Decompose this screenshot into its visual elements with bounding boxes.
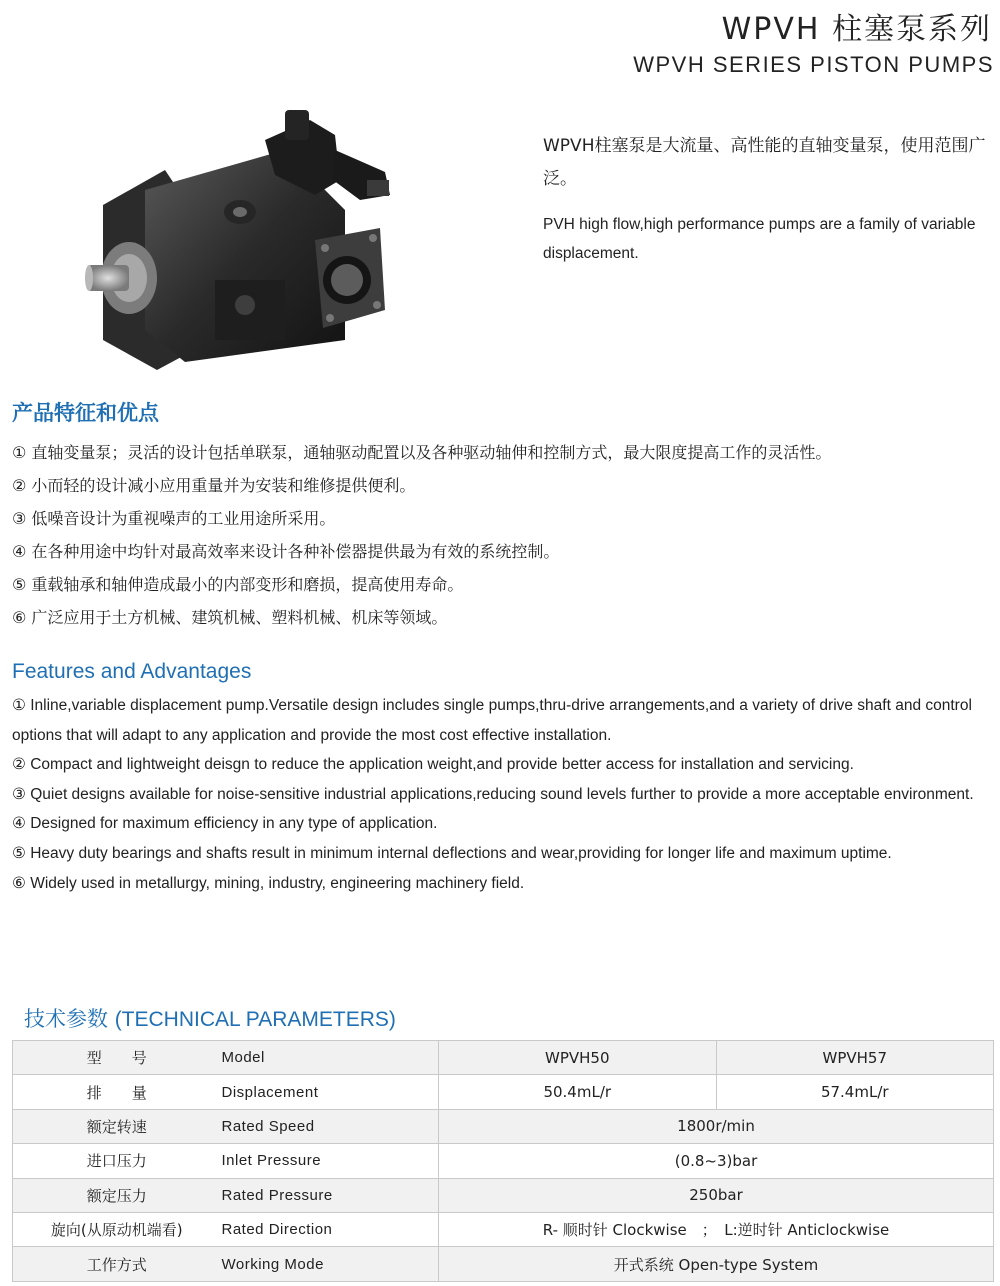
- param-value: (0.8~3)bar: [439, 1144, 994, 1178]
- param-label-en: Model: [221, 1041, 439, 1075]
- param-label-zh: 排 量: [13, 1075, 221, 1109]
- param-value: 50.4mL/r: [439, 1075, 717, 1109]
- param-label-zh: 工作方式: [13, 1247, 221, 1281]
- table-row: [13, 1247, 994, 1281]
- param-label-zh: 旋向(从原动机端看): [13, 1212, 221, 1246]
- intro-text-en: PVH high flow,high performance pumps are a family of variable displacement.: [543, 216, 976, 262]
- param-value: 开式系统 Open-type System: [439, 1247, 994, 1281]
- page-title-en: WPVH SERIES PISTON PUMPS: [633, 52, 994, 77]
- feature-item-en: ① Inline,variable displacement pump.Versatile design includes single pumps,thru-drive arrangements,and a variety of drive shaft and control options that will adapt to any application and provide the most cost effective installation.: [12, 697, 972, 744]
- param-value: R- 顺时针 Clockwise ； L:逆时针 Anticlockwise: [439, 1212, 994, 1246]
- table-row: [13, 1178, 994, 1212]
- table-row: [13, 1144, 994, 1178]
- param-label-en: Rated Pressure: [221, 1178, 439, 1212]
- intro-text-zh: WPVH柱塞泵是大流量、高性能的直轴变量泵，使用范围广泛。: [543, 136, 986, 189]
- params-title-en: (TECHNICAL PARAMETERS): [114, 1008, 396, 1031]
- table-row: [13, 1109, 994, 1143]
- piston-pump-image: [85, 100, 405, 375]
- table-row: [13, 1075, 994, 1109]
- feature-item-zh: ③ 低噪音设计为重视噪声的工业用途所采用。: [12, 509, 336, 528]
- param-label-zh: 型 号: [13, 1041, 221, 1075]
- param-label-zh: 进口压力: [13, 1144, 221, 1178]
- param-value: WPVH57: [716, 1041, 994, 1075]
- feature-item-zh: ① 直轴变量泵；灵活的设计包括单联泵，通轴驱动配置以及各种驱动轴伸和控制方式，最大限度提高工作的灵活性。: [12, 443, 832, 462]
- features-title-en: Features and Advantages: [12, 660, 252, 683]
- param-value: 250bar: [439, 1178, 994, 1212]
- param-label-zh: 额定转速: [13, 1109, 221, 1143]
- feature-item-zh: ⑤ 重载轴承和轴伸造成最小的内部变形和磨损，提高使用寿命。: [12, 575, 464, 594]
- table-row: [13, 1212, 994, 1246]
- param-value: 57.4mL/r: [716, 1075, 994, 1109]
- feature-item-zh: ⑥ 广泛应用于土方机械、建筑机械、塑料机械、机床等领域。: [12, 608, 448, 627]
- params-title: [24, 1003, 396, 1033]
- params-table: [12, 1040, 994, 1282]
- param-value: WPVH50: [439, 1041, 717, 1075]
- feature-item-en: ③ Quiet designs available for noise-sensitive industrial applications,reducing sound levels further to provide a more acceptable environment.: [12, 785, 974, 803]
- feature-item-en: ④ Designed for maximum efficiency in any type of application.: [12, 815, 438, 833]
- feature-item-en: ⑥ Widely used in metallurgy, mining, industry, engineering machinery field.: [12, 874, 525, 892]
- params-title-zh: 技术参数: [24, 1007, 108, 1031]
- page-title-zh: WPVH 柱塞泵系列: [721, 12, 992, 47]
- feature-item-en: ⑤ Heavy duty bearings and shafts result in minimum internal deflections and wear,providing for longer life and maximum uptime.: [12, 844, 892, 862]
- param-label-en: Working Mode: [221, 1247, 439, 1281]
- feature-item-zh: ④ 在各种用途中均针对最高效率来设计各种补偿器提供最为有效的系统控制。: [12, 542, 560, 561]
- param-label-zh: 额定压力: [13, 1178, 221, 1212]
- param-value: 1800r/min: [439, 1109, 994, 1143]
- features-list-zh: [12, 436, 1000, 634]
- features-title-zh: 产品特征和优点: [12, 401, 159, 425]
- table-row: [13, 1041, 994, 1075]
- param-label-en: Displacement: [221, 1075, 439, 1109]
- feature-item-en: ② Compact and lightweight deisgn to reduce the application weight,and provide better access for installation and servicing.: [12, 756, 854, 774]
- param-label-en: Rated Speed: [221, 1109, 439, 1143]
- features-list-en: [12, 691, 1000, 898]
- feature-item-zh: ② 小而轻的设计减小应用重量并为安装和维修提供便利。: [12, 476, 416, 495]
- param-label-en: Rated Direction: [221, 1212, 439, 1246]
- param-label-en: Inlet Pressure: [221, 1144, 439, 1178]
- intro-block: [543, 130, 993, 268]
